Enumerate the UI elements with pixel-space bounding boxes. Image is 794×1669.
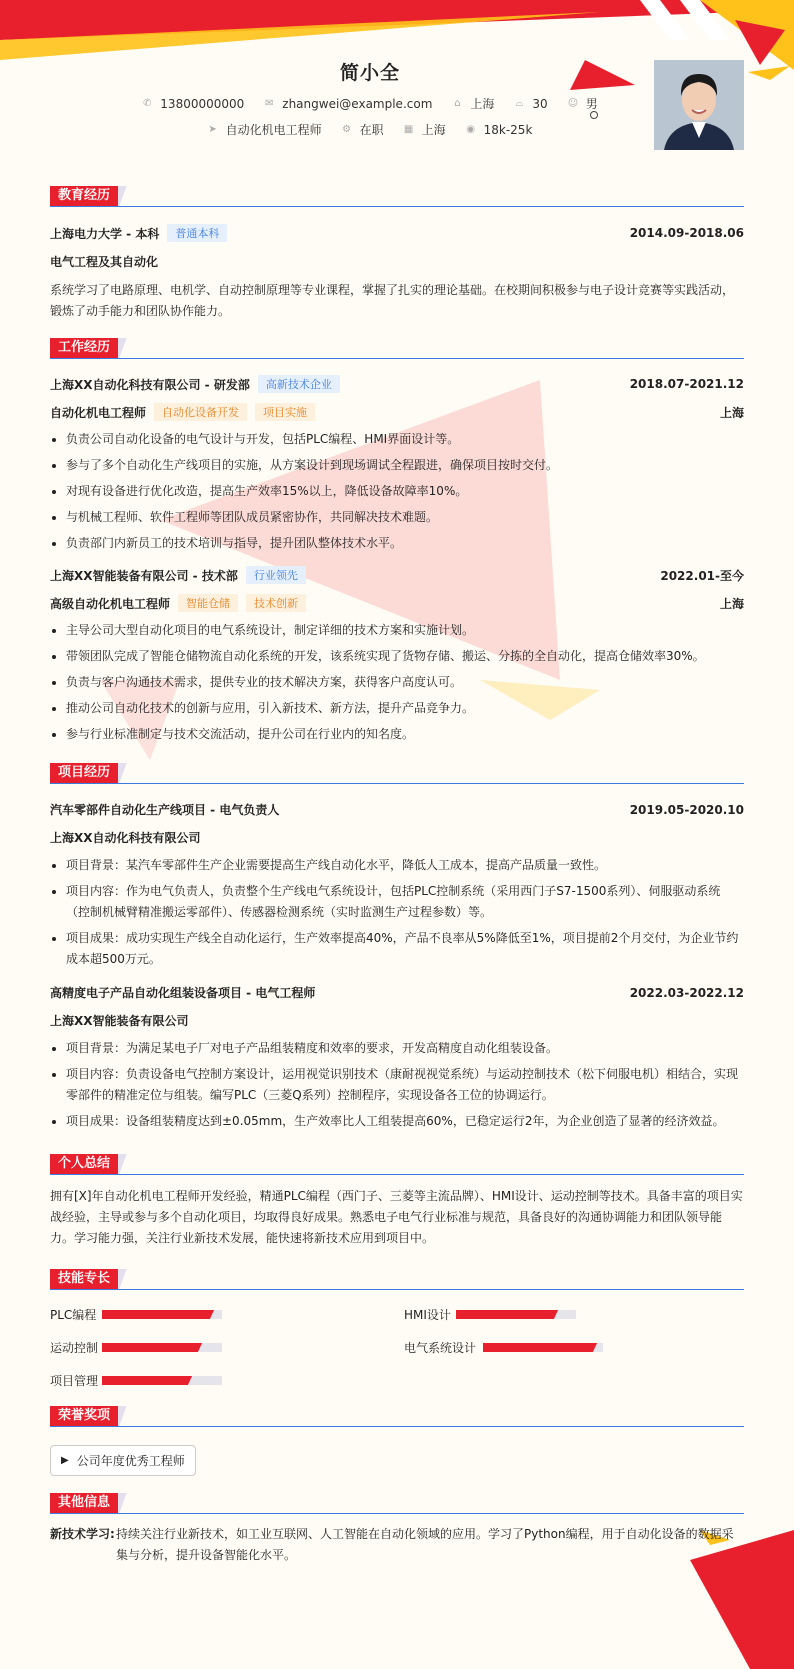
skill-item [50,1306,222,1323]
email-text: zhangwei@example.com [282,96,433,111]
phone-text: 13800000000 [160,96,245,111]
work-1-role: 自动化机电工程师 [50,405,147,420]
building-icon: ▦ [403,123,414,135]
skill-item [404,1339,603,1356]
work-2-role: 高级自动化机电工程师 [50,596,171,611]
skill-name: 电气系统设计 [404,1341,477,1355]
work-1-company-tag: 高新技术企业 [258,375,340,393]
project-2-company: 上海XX智能装备有限公司 [50,1014,189,1028]
avatar [654,60,744,150]
project-2-bullets [50,1038,744,1137]
avatar-image [654,60,744,150]
age-text: 30 [532,96,548,111]
skill-fill [483,1343,591,1352]
work-1-role-row [50,403,744,421]
education-section-title [50,186,123,206]
status-text: 在职 [359,123,384,137]
education-description: 系统学习了电路原理、电机学、自动控制原理等专业课程，掌握了扎实的理论基础。在校期间积极参与电子设计竞赛等实践活动，锻炼了动手能力和团队协作能力。 [50,283,735,318]
play-icon: ▶ [61,1455,69,1466]
skill-name: 运动控制 [50,1341,99,1355]
projects-section-title [50,763,123,783]
work-2-tag-1: 智能仓储 [178,594,238,612]
award-badge [50,1445,196,1476]
honors-section-title [50,1406,123,1426]
other-label: 新技术学习: [50,1527,115,1541]
list-item: 带领团队完成了智能仓储物流自动化系统的开发，该系统实现了货物存储、搬运、分拣的全自动化，提高仓储效率30%。 [50,646,744,667]
phone-icon: ✆ [143,97,152,109]
target-city-item [404,121,446,138]
skills-heading: 技能专长 [50,1269,118,1289]
work-heading: 工作经历 [50,338,118,358]
city-item [452,95,494,112]
other-section-title [50,1493,123,1513]
work-1-date: 2018.07-2021.12 [629,377,744,391]
city-text: 上海 [470,97,495,111]
skill-item [404,1306,576,1323]
list-item: 项目成果：成功实现生产线全自动化运行，生产效率提高40%，产品不良率从5%降低至1%，项目提前2个月交付，为企业节约成本超500万元。 [50,928,744,970]
skill-bar [102,1376,222,1385]
list-item: 推动公司自动化技术的创新与应用，引入新技术、新方法，提升产品竞争力。 [50,698,744,719]
work-1-header [50,375,744,393]
mail-icon: ✉ [265,97,274,109]
user-icon: ☺ [567,97,579,109]
skill-bar [456,1310,576,1319]
list-item: 项目成果：设备组装精度达到±0.05mm，生产效率比人工组装提高60%，已稳定运行2年，为企业创造了显著的经济效益。 [50,1111,744,1132]
home-icon: ⌂ [454,97,461,109]
award-text: 公司年度优秀工程师 [76,1454,185,1468]
work-2-company-tag: 行业领先 [246,566,306,584]
school-name: 上海电力大学 - 本科 [50,226,160,241]
education-row [50,224,744,242]
target-city-text: 上海 [421,123,446,137]
skills-section-title [50,1269,123,1289]
summary-heading: 个人总结 [50,1154,118,1174]
list-item: 负责公司自动化设备的电气设计与开发，包括PLC编程、HMI界面设计等。 [50,429,744,450]
coin-icon: ◉ [466,123,475,135]
age-item [514,97,547,111]
skill-fill [102,1310,208,1319]
skill-bar [102,1310,222,1319]
other-divider [50,1513,744,1514]
list-item: 负责部门内新员工的技术培训与指导，提升团队整体技术水平。 [50,533,744,554]
honors-heading: 荣誉奖项 [50,1406,118,1426]
work-2-tag-2: 技术创新 [246,594,306,612]
work-1-company: 上海XX自动化科技有限公司 - 研发部 [50,377,250,392]
project-1-bullets [50,855,744,975]
work-divider [50,358,744,359]
skill-bar [483,1343,603,1352]
work-2-role-row [50,594,744,612]
projects-divider [50,783,744,784]
gender-text: 男 [585,97,598,111]
list-item: 主导公司大型自动化项目的电气系统设计，制定详细的技术方案和实施计划。 [50,620,744,641]
candidate-name: 简小全 [339,62,400,84]
list-item: 项目背景：某汽车零部件生产企业需要提高生产线自动化水平，降低人工成本，提高产品质量一致性。 [50,855,744,876]
education-date: 2014.09-2018.06 [629,226,744,240]
list-item: 参与了多个自动化生产线项目的实施，从方案设计到现场调试全程跟进，确保项目按时交付。 [50,455,744,476]
project-1-company: 上海XX自动化科技有限公司 [50,831,201,845]
skill-fill [456,1310,552,1319]
send-icon: ➤ [208,123,217,135]
work-2-date: 2022.01-至今 [660,568,744,583]
list-item: 项目内容：作为电气负责人，负责整个生产线电气系统设计，包括PLC控制系统（采用西门子S7-1500系列）、伺服驱动系统（控制机械臂精准搬运零部件）、传感器检测系统（实时监测生产过程参数）等。 [50,881,744,923]
salary-item [466,123,533,137]
project-2-header [50,984,744,1001]
skill-name: HMI设计 [404,1308,451,1322]
work-1-tag-2: 项目实施 [255,403,315,421]
honors-divider [50,1426,744,1427]
job-text: 自动化机电工程师 [225,123,322,137]
skill-item [50,1339,222,1356]
phone-item [142,97,244,111]
list-item: 对现有设备进行优化改造，提高生产效率15%以上，降低设备故障率10%。 [50,481,744,502]
summary-text: 拥有[X]年自动化机电工程师开发经验，精通PLC编程（西门子、三菱等主流品牌）、HMI设计、运动控制等技术。具备丰富的项目实战经验，主导或参与多个自动化项目，均取得良好成果。熟悉电子电气行业标准与规范，具备良好的沟通协调能力和团队领导能力。学习能力强，关注行业新技术发展，能快速将新技术应用到项目中。 [50,1189,743,1245]
school-tag: 普通本科 [167,224,227,242]
email-item [264,97,432,111]
other-row [50,1524,744,1566]
skill-fill [102,1343,196,1352]
work-section-title [50,338,123,358]
education-divider [50,206,744,207]
skill-item [50,1372,222,1389]
skill-bar [102,1343,222,1352]
projects-heading: 项目经历 [50,763,118,783]
gear-icon: ⚙ [342,123,352,135]
project-1-name: 汽车零部件自动化生产线项目 - 电气负责人 [50,803,280,817]
contact-row [0,95,740,112]
work-1-location: 上海 [719,405,744,420]
list-item: 项目内容：负责设备电气控制方案设计，运用视觉识别技术（康耐视视觉系统）与运动控制技术（松下伺服电机）相结合，实现零部件的精准定位与组装。编写PLC（三菱Q系列）控制程序，实现设备各工位的协调运行。 [50,1064,744,1106]
other-text: 持续关注行业新技术，如工业互联网、人工智能在自动化领域的应用。学习了Python编程，用于自动化设备的数据采集与分析，提升设备智能化水平。 [116,1527,734,1562]
summary-divider [50,1174,744,1175]
skill-name: PLC编程 [50,1308,97,1322]
job-item [208,121,322,138]
list-item: 参与行业标准制定与技术交流活动，提升公司在行业内的知名度。 [50,724,744,745]
skill-name: 项目管理 [50,1374,99,1388]
project-1-header [50,801,744,818]
cake-icon: ⌓ [515,97,524,109]
job-row [0,121,740,138]
project-2-name: 高精度电子产品自动化组装设备项目 - 电气工程师 [50,986,316,1000]
list-item: 与机械工程师、软件工程师等团队成员紧密协作，共同解决技术难题。 [50,507,744,528]
salary-text: 18k-25k [483,122,533,137]
gender-item [568,95,598,112]
work-1-tag-1: 自动化设备开发 [154,403,247,421]
skills-divider [50,1289,744,1290]
other-heading: 其他信息 [50,1493,118,1513]
project-2-date: 2022.03-2022.12 [629,985,744,1000]
education-heading: 教育经历 [50,186,118,206]
work-2-header [50,566,744,584]
project-1-date: 2019.05-2020.10 [629,802,744,817]
work-2-location: 上海 [719,596,744,611]
list-item: 项目背景：为满足某电子厂对电子产品组装精度和效率的要求，开发高精度自动化组装设备。 [50,1038,744,1059]
status-item [342,121,384,138]
summary-section-title [50,1154,123,1174]
skill-fill [102,1376,186,1385]
work-2-bullets [50,620,744,750]
work-1-bullets [50,429,744,559]
major: 电气工程及其自动化 [50,255,159,269]
work-2-company: 上海XX智能装备有限公司 - 技术部 [50,568,238,583]
list-item: 负责与客户沟通技术需求，提供专业的技术解决方案，获得客户高度认可。 [50,672,744,693]
